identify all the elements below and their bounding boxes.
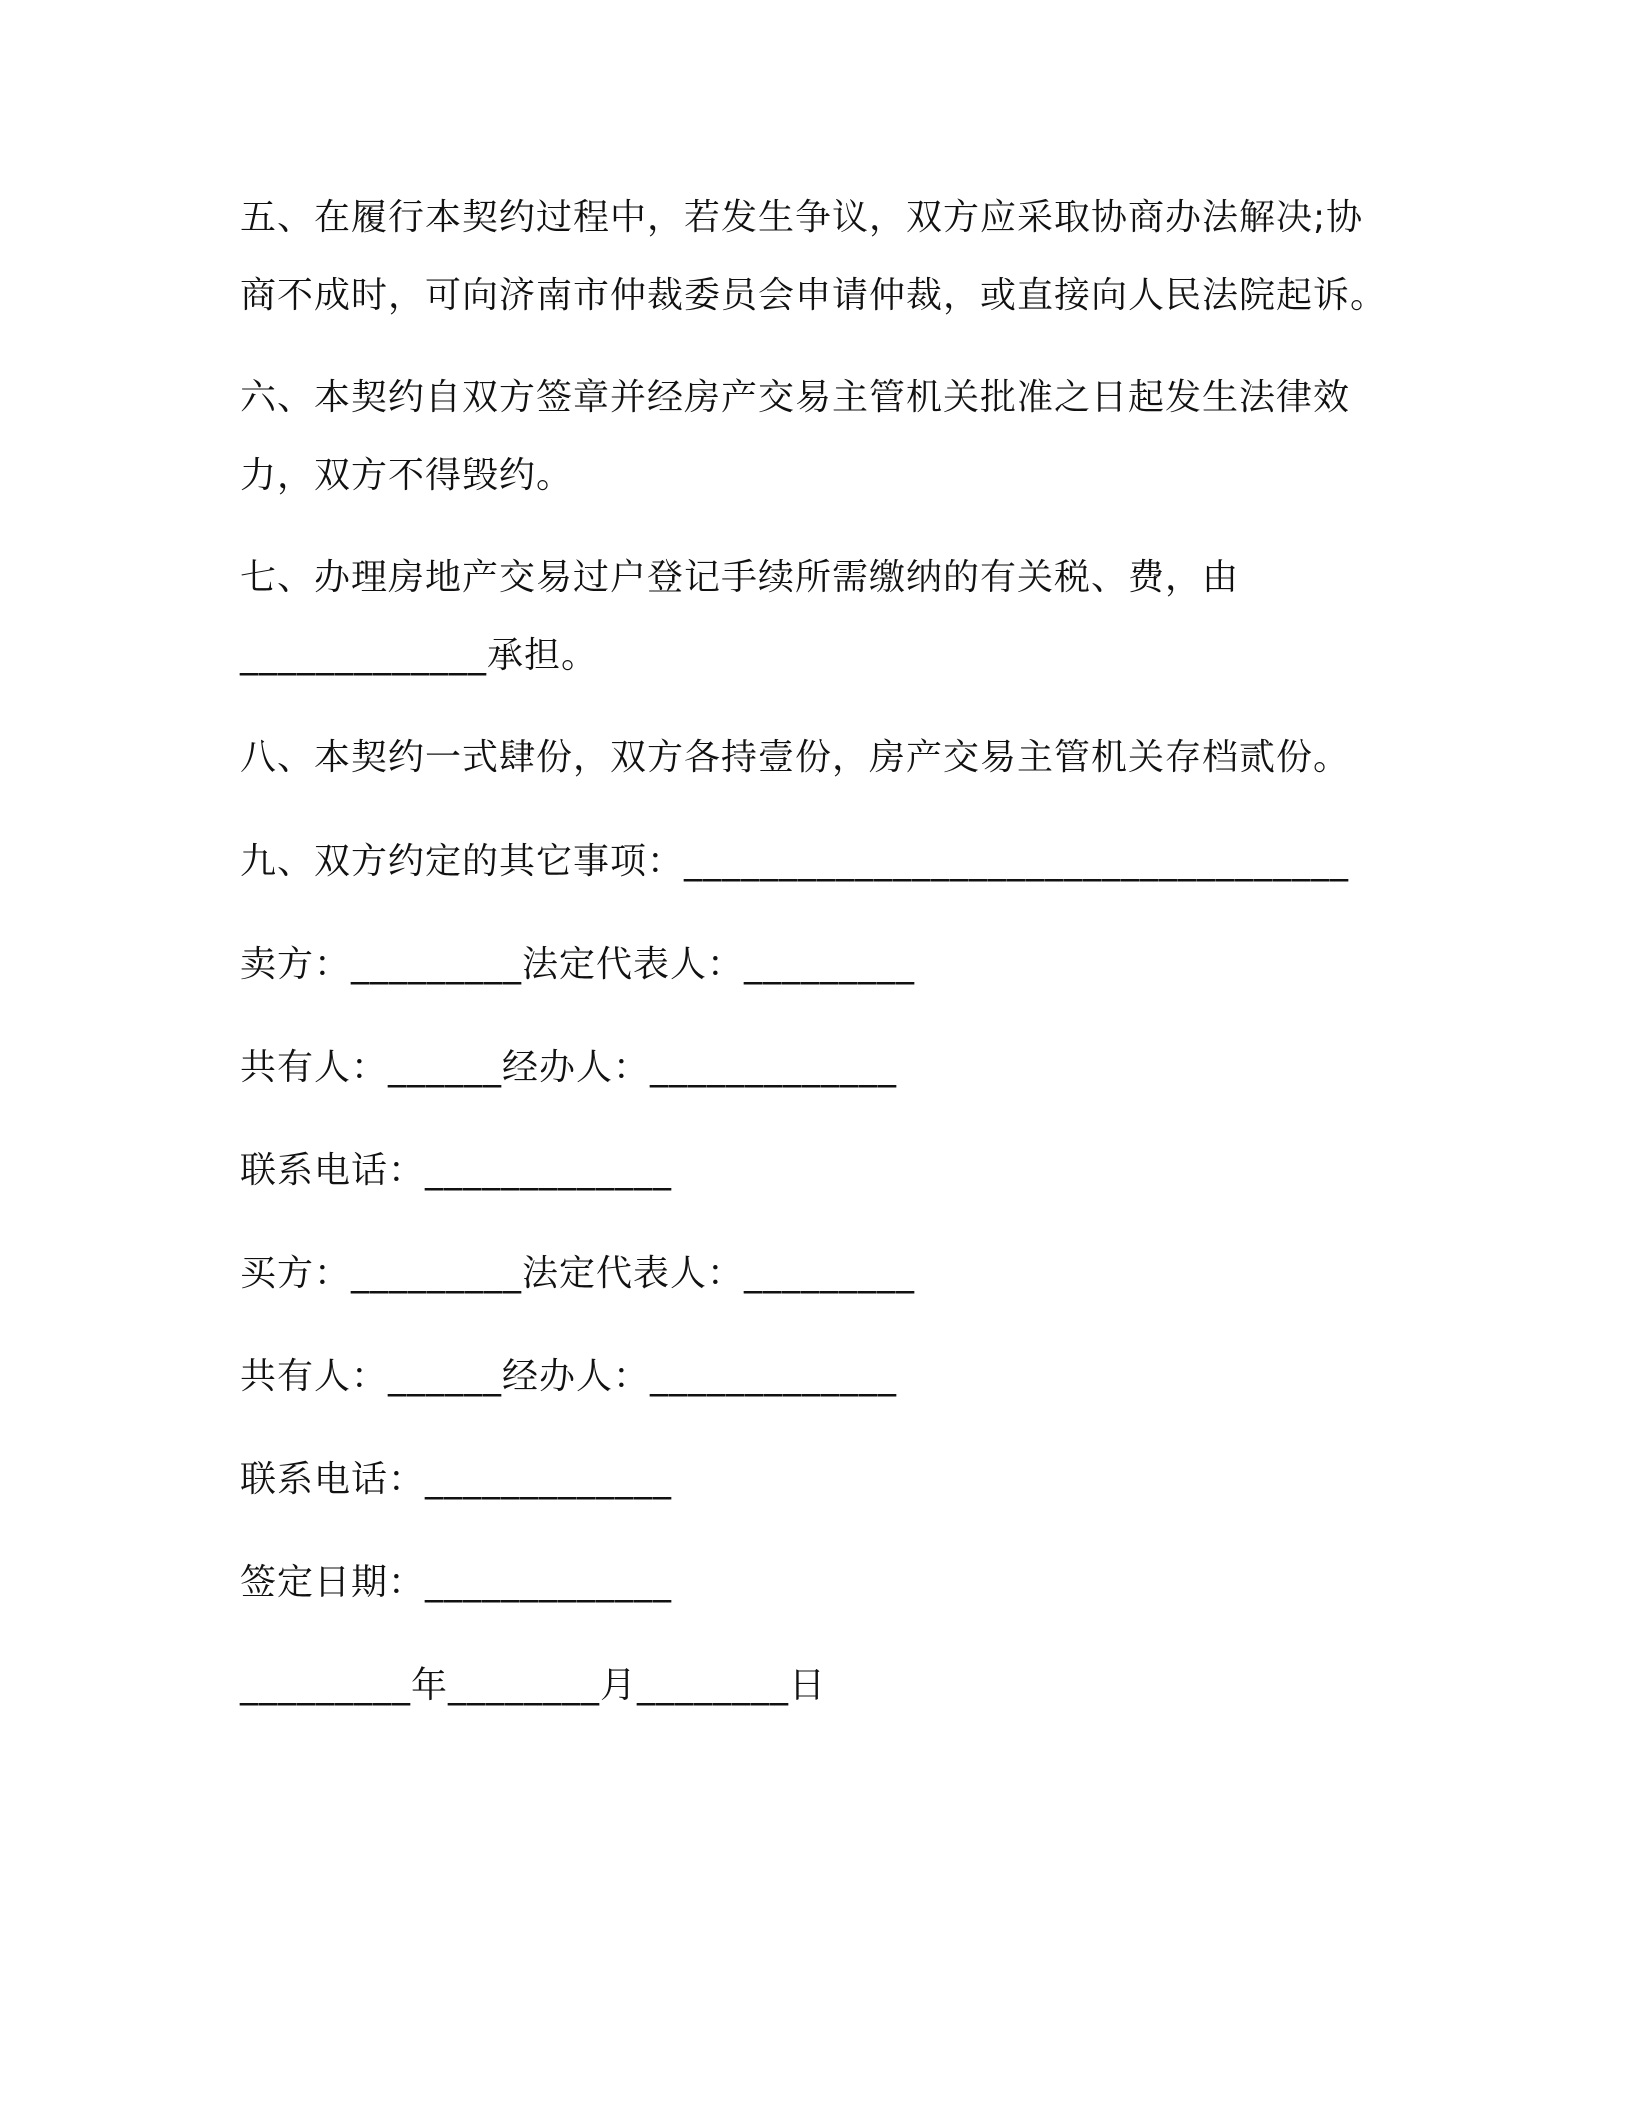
clause-six-line2: 力，双方不得毁约。 [240, 455, 574, 496]
clause-seven-line1: 七、办理房地产交易过户登记手续所需缴纳的有关税、费，由 [240, 557, 1240, 598]
clause-five-line2: 商不成时，可向济南市仲裁委员会申请仲裁，或直接向人民法院起诉。 [240, 275, 1388, 316]
signing-date-label: 签定日期：_____________ [240, 1562, 673, 1603]
clause-six-line1: 六、本契约自双方签章并经房产交易主管机关批准之日起发生法律效 [240, 377, 1351, 418]
buyer-coowner-line: 共有人：______经办人：_____________ [240, 1356, 898, 1397]
buyer-party-line: 买方：_________法定代表人：_________ [240, 1253, 916, 1294]
seller-phone-line: 联系电话：_____________ [240, 1150, 673, 1191]
clause-seven-line2: _____________承担。 [240, 635, 599, 676]
clause-five-line1: 五、在履行本契约过程中，若发生争议，双方应采取协商办法解决;协 [240, 197, 1364, 238]
clause-nine: 九、双方约定的其它事项：___________________________________ [240, 841, 1350, 882]
signing-date-fields: _________年________月________日 [240, 1665, 826, 1706]
buyer-phone-line: 联系电话：_____________ [240, 1459, 673, 1500]
clause-eight: 八、本契约一式肆份，双方各持壹份，房产交易主管机关存档贰份。 [240, 737, 1351, 778]
seller-party-line: 卖方：_________法定代表人：_________ [240, 944, 916, 985]
seller-coowner-line: 共有人：______经办人：_____________ [240, 1047, 898, 1088]
